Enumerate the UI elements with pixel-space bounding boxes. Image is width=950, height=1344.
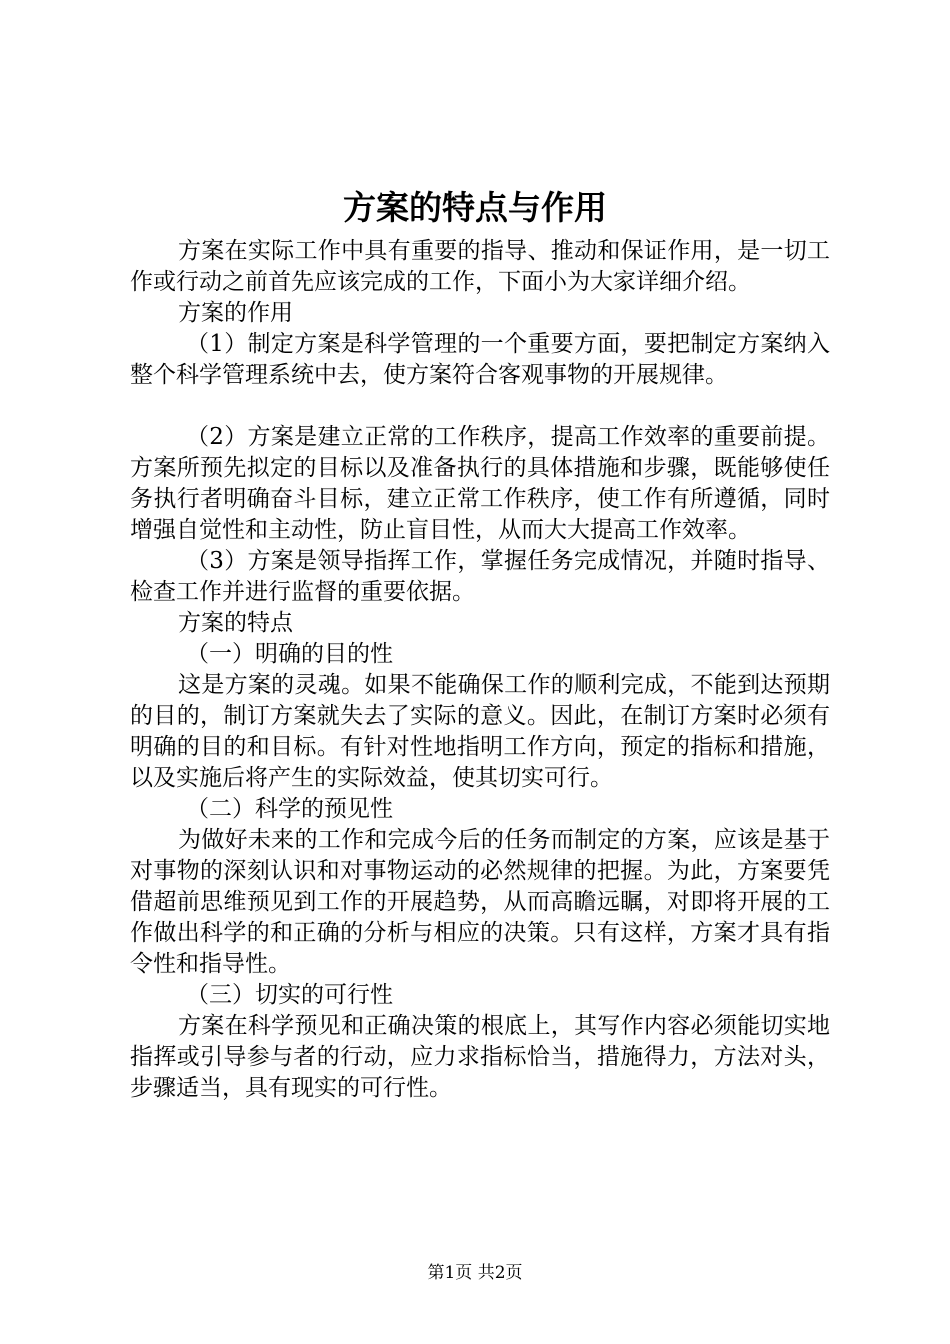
feature-3-text: 方案在科学预见和正确决策的根底上，其写作内容必须能切实地指挥或引导参与者的行动，应力求指标恰当，措施得力，方法对头，步骤适当，具有现实的可行性。 — [130, 1013, 830, 1101]
intro-paragraph: 方案在实际工作中具有重要的指导、推动和保证作用，是一切工作或行动之前首先应该完成的工作，下面小为大家详细介绍。 — [130, 238, 830, 295]
section-heading-role: 方案的作用 — [178, 300, 293, 326]
section-heading-features: 方案的特点 — [178, 610, 293, 636]
feature-2-text: 为做好未来的工作和完成今后的任务而制定的方案，应该是基于对事物的深刻认识和对事物运动的必然规律的把握。为此，方案要凭借超前思维预见到工作的开展趋势，从而高瞻远瞩，对即将开展的工作做出科学的和正确的分析与相应的决策。只有这样，方案才具有指令性和指导性。 — [130, 827, 830, 977]
role-item-2: （2）方案是建立正常的工作秩序，提高工作效率的重要前提。方案所预先拟定的目标以及准备执行的具体措施和步骤，既能够使任务执行者明确奋斗目标，建立正常工作秩序，使工作有所遵循，同时增强自觉性和主动性，防止盲目性，从而大大提高工作效率。 — [130, 424, 830, 543]
feature-1-title: （一）明确的目的性 — [186, 641, 393, 667]
document-body — [130, 236, 830, 1104]
role-item-3: （3）方案是领导指挥工作，掌握任务完成情况，并随时指导、检查工作并进行监督的重要依据。 — [130, 548, 830, 605]
paragraph-gap — [130, 391, 830, 422]
feature-1-text: 这是方案的灵魂。如果不能确保工作的顺利完成，不能到达预期的目的，制订方案就失去了实际的意义。因此，在制订方案时必须有明确的目的和目标。有针对性地指明工作方向，预定的指标和措施，以及实施后将产生的实际效益，使其切实可行。 — [130, 672, 830, 791]
page-footer: 第1页 共2页 — [427, 1263, 523, 1283]
role-item-1: （1）制定方案是科学管理的一个重要方面，要把制定方案纳入整个科学管理系统中去，使方案符合客观事物的开展规律。 — [130, 331, 830, 388]
feature-2-title: （二）科学的预见性 — [186, 796, 393, 822]
feature-3-title: （三）切实的可行性 — [186, 982, 393, 1008]
document-title: 方案的特点与作用 — [343, 188, 607, 227]
